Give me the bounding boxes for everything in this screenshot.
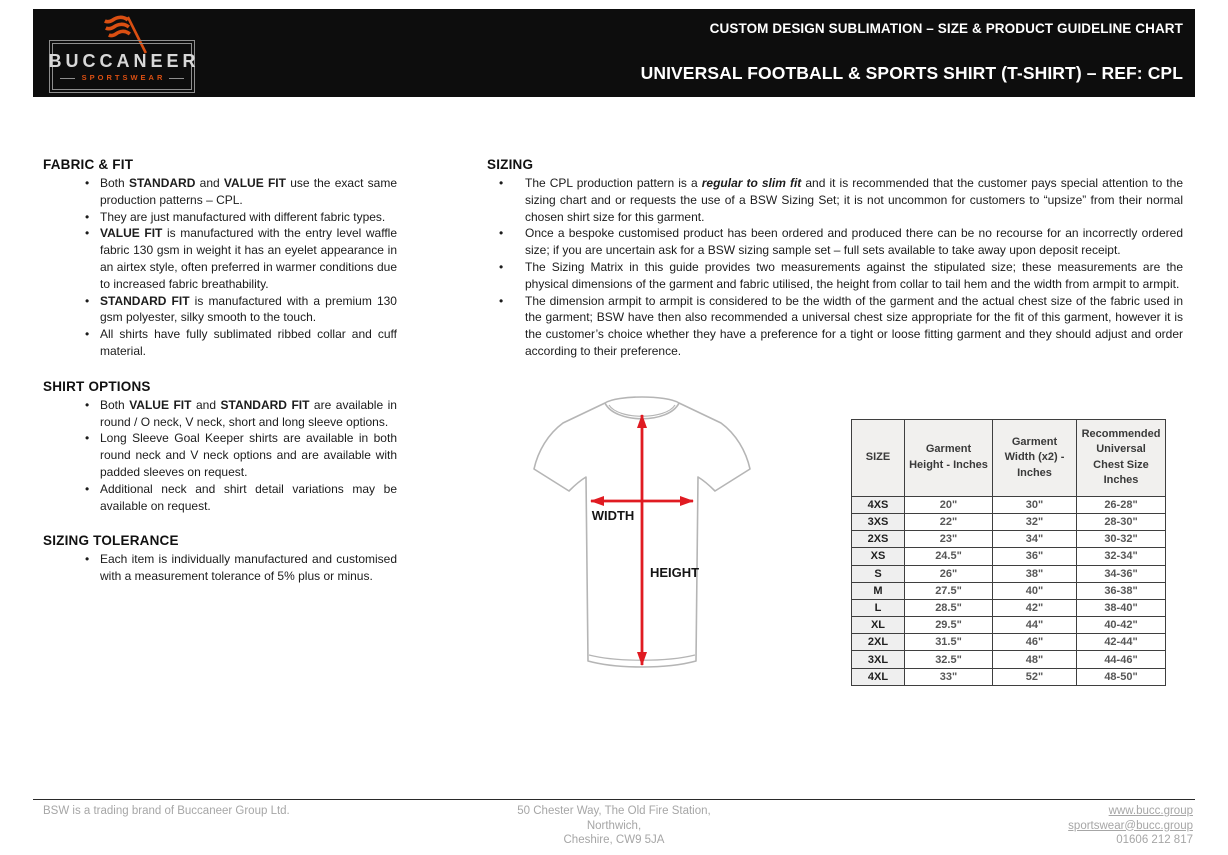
table-row xyxy=(852,599,1166,616)
phone-number: 01606 212 817 xyxy=(1116,834,1193,846)
text-segment: Additional neck and shirt detail variations may be available on request. xyxy=(100,481,397,513)
sizing-bullet-list xyxy=(487,175,1183,360)
table-row xyxy=(852,513,1166,530)
table-header-cell-height: Garment Height - Inches xyxy=(905,419,993,496)
size-label-cell: 3XS xyxy=(852,513,905,530)
logo-divider-line xyxy=(169,78,184,79)
section-fabric-fit xyxy=(43,157,397,360)
size-table-wrap xyxy=(851,419,1166,686)
table-cell: 26" xyxy=(905,565,993,582)
section-heading-sizing: SIZING xyxy=(487,157,534,172)
table-cell: 36" xyxy=(993,548,1077,565)
table-cell: 42" xyxy=(993,599,1077,616)
section-heading-shirt-options: SHIRT OPTIONS xyxy=(43,378,151,394)
table-cell: 48-50" xyxy=(1077,668,1166,685)
bullet-item xyxy=(43,175,397,209)
bullet-item xyxy=(43,551,397,585)
text-segment: Long Sleeve Goal Keeper shirts are available in both round neck and V neck options and are available with padded sleeves on request. xyxy=(100,431,397,479)
text-segment: STANDARD xyxy=(128,176,196,190)
bullet-item xyxy=(43,293,397,327)
text-segment: The CPL production pattern is a xyxy=(525,176,702,190)
table-cell: 30" xyxy=(993,496,1077,513)
table-cell: 31.5" xyxy=(905,634,993,651)
logo-sub-text: SPORTSWEAR xyxy=(81,73,166,83)
table-cell: 34-36" xyxy=(1077,565,1166,582)
text-segment: All shirts have fully sublimated ribbed collar and cuff material. xyxy=(100,327,397,358)
logo-divider-line xyxy=(60,78,75,79)
figure-row xyxy=(487,379,1183,686)
table-cell: 38" xyxy=(993,565,1077,582)
table-cell: 44" xyxy=(993,617,1077,634)
bullet-item xyxy=(43,209,397,226)
footer-contact xyxy=(711,804,1195,848)
table-cell: 42-44" xyxy=(1077,634,1166,651)
table-row xyxy=(852,548,1166,565)
table-cell: 36-38" xyxy=(1077,582,1166,599)
size-label-cell: 4XL xyxy=(852,668,905,685)
table-header-cell-width: Garment Width (x2) - Inches xyxy=(993,419,1077,496)
text-segment: STANDARD FIT xyxy=(100,293,190,308)
text-segment: The Sizing Matrix in this guide provides two measurements against the stipulated size; these measurements are the physical dimensions of the garment and fabric utilised, the height from collar to tail hem and the width from armpit to armpit. xyxy=(525,259,1183,291)
table-row xyxy=(852,531,1166,548)
document-subtitle: CUSTOM DESIGN SUBLIMATION – SIZE & PRODUCT GUIDELINE CHART xyxy=(709,21,1183,36)
section-sizing xyxy=(487,157,1183,360)
table-cell: 28.5" xyxy=(905,599,993,616)
email-link[interactable]: sportswear@bucc.group xyxy=(1068,819,1193,832)
bullet-item xyxy=(43,430,397,480)
section-heading-sizing-tolerance: SIZING TOLERANCE xyxy=(43,533,179,549)
table-header-cell-size: SIZE xyxy=(852,419,905,496)
table-cell: 44-46" xyxy=(1077,651,1166,668)
text-segment: VALUE FIT xyxy=(223,176,286,190)
footer-address-line: Cheshire, CW9 5JA xyxy=(563,834,665,846)
table-cell: 27.5" xyxy=(905,582,993,599)
text-segment: use the exact same production patterns – CPL. xyxy=(100,176,397,207)
size-label-cell: XS xyxy=(852,548,905,565)
table-row xyxy=(852,582,1166,599)
table-cell: 32.5" xyxy=(905,651,993,668)
bullet-item xyxy=(487,225,1183,259)
table-row xyxy=(852,496,1166,513)
document-title: UNIVERSAL FOOTBALL & SPORTS SHIRT (T-SHIRT) – REF: CPL xyxy=(640,63,1183,83)
text-segment: They are just manufactured with different fabric types. xyxy=(100,209,386,224)
table-row xyxy=(852,668,1166,685)
text-segment: is manufactured with a premium 130 gsm polyester, silky smooth to the touch. xyxy=(100,293,397,325)
text-segment: are available in round / O neck, V neck, short and long sleeve options. xyxy=(100,397,397,429)
brand-logo xyxy=(48,40,200,93)
text-segment: is manufactured with the entry level waffle fabric 130 gsm in weight it has an eyelet appearance in an airtex style, often preferred in warmer conditions due to increased fabric breathability. xyxy=(100,226,397,291)
header-bar xyxy=(33,9,1195,97)
table-cell: 40-42" xyxy=(1077,617,1166,634)
section-shirt-options xyxy=(43,379,397,515)
section-sizing-tolerance xyxy=(43,533,397,585)
table-cell: 30-32" xyxy=(1077,531,1166,548)
table-cell: 40" xyxy=(993,582,1077,599)
height-arrow-label: HEIGHT xyxy=(650,564,700,580)
size-label-cell: 2XL xyxy=(852,634,905,651)
table-cell: 26-28" xyxy=(1077,496,1166,513)
shirt-options-bullet-list xyxy=(43,397,397,515)
footer-address-line: 50 Chester Way, The Old Fire Station, xyxy=(517,805,711,817)
width-arrow-label: WIDTH xyxy=(591,507,635,523)
left-column xyxy=(43,157,397,604)
bullet-item xyxy=(487,175,1183,225)
size-label-cell: M xyxy=(852,582,905,599)
footer-company-note: BSW is a trading brand of Buccaneer Group Ltd. xyxy=(43,805,290,817)
size-label-cell: S xyxy=(852,565,905,582)
bullet-item xyxy=(43,225,397,292)
footer-address xyxy=(517,804,710,848)
table-cell: 29.5" xyxy=(905,617,993,634)
logo-frame xyxy=(48,40,200,93)
table-row xyxy=(852,617,1166,634)
text-segment: VALUE FIT xyxy=(100,226,163,241)
table-cell: 32" xyxy=(993,513,1077,530)
text-segment: STANDARD FIT xyxy=(220,397,310,412)
size-label-cell: 3XL xyxy=(852,651,905,668)
tshirt-illustration xyxy=(517,379,767,675)
text-segment: Once a bespoke customised product has been ordered and produced there can be no recourse for an incorrectly ordered size; if you are uncertain ask for a BSW sizing sample set – full sets available to take away upon deposit receipt. xyxy=(525,226,1183,258)
size-table xyxy=(851,419,1166,686)
bullet-item xyxy=(487,293,1183,360)
section-heading-fabric-fit: FABRIC & FIT xyxy=(43,157,134,172)
sizing-tolerance-bullet-list xyxy=(43,551,397,585)
table-header-row xyxy=(852,419,1166,496)
table-cell: 32-34" xyxy=(1077,548,1166,565)
text-segment: and xyxy=(191,397,221,412)
table-cell: 20" xyxy=(905,496,993,513)
table-cell: 22" xyxy=(905,513,993,530)
bullet-item xyxy=(43,397,397,431)
text-segment: VALUE FIT xyxy=(129,397,192,412)
text-segment: Both xyxy=(100,176,129,190)
text-segment: and xyxy=(195,176,224,190)
table-cell: 28-30" xyxy=(1077,513,1166,530)
bullet-item xyxy=(487,259,1183,293)
bullet-item xyxy=(43,481,397,515)
size-label-cell: 2XS xyxy=(852,531,905,548)
size-label-cell: XL xyxy=(852,617,905,634)
table-cell: 34" xyxy=(993,531,1077,548)
table-row xyxy=(852,634,1166,651)
footer-address-line: Northwich, xyxy=(586,819,642,832)
footer xyxy=(33,799,1195,848)
table-row xyxy=(852,565,1166,582)
right-column xyxy=(487,157,1183,686)
logo-brand-text: BUCCANEER xyxy=(48,51,200,72)
text-segment: Both xyxy=(100,397,130,412)
size-label-cell: 4XS xyxy=(852,496,905,513)
table-cell: 38-40" xyxy=(1077,599,1166,616)
table-cell: 24.5" xyxy=(905,548,993,565)
table-header-cell-chest: Recommended Universal Chest Size Inches xyxy=(1077,419,1166,496)
table-cell: 23" xyxy=(905,531,993,548)
text-segment: The dimension armpit to armpit is considered to be the width of the garment and the actual chest size of the fabric used in the garment; BSW have then also recommended a universal chest size appropriate for the fit of this garment, however it is the customer’s choice whether they have a preference for a tight or loose fitting garment and they should adjust and order according to their preference. xyxy=(525,293,1183,358)
website-link[interactable]: www.bucc.group xyxy=(1108,805,1193,817)
text-segment: Each item is individually manufactured and customised with a measurement tolerance of 5% plus or minus. xyxy=(100,552,397,584)
size-label-cell: L xyxy=(852,599,905,616)
table-cell: 46" xyxy=(993,634,1077,651)
table-cell: 52" xyxy=(993,668,1077,685)
table-row xyxy=(852,651,1166,668)
table-cell: 33" xyxy=(905,668,993,685)
tshirt-diagram xyxy=(517,379,767,686)
header-titles xyxy=(641,9,1195,97)
text-segment: regular to slim fit xyxy=(701,176,802,190)
text-segment: and it is recommended that the customer pays special attention to the sizing chart and or requests the use of a BSW Sizing Set; it is not uncommon for customers to “upsize” from their normal chosen shirt size for this garment. xyxy=(525,176,1183,224)
bullet-item xyxy=(43,326,397,360)
fabric-fit-bullet-list xyxy=(43,175,397,360)
table-cell: 48" xyxy=(993,651,1077,668)
